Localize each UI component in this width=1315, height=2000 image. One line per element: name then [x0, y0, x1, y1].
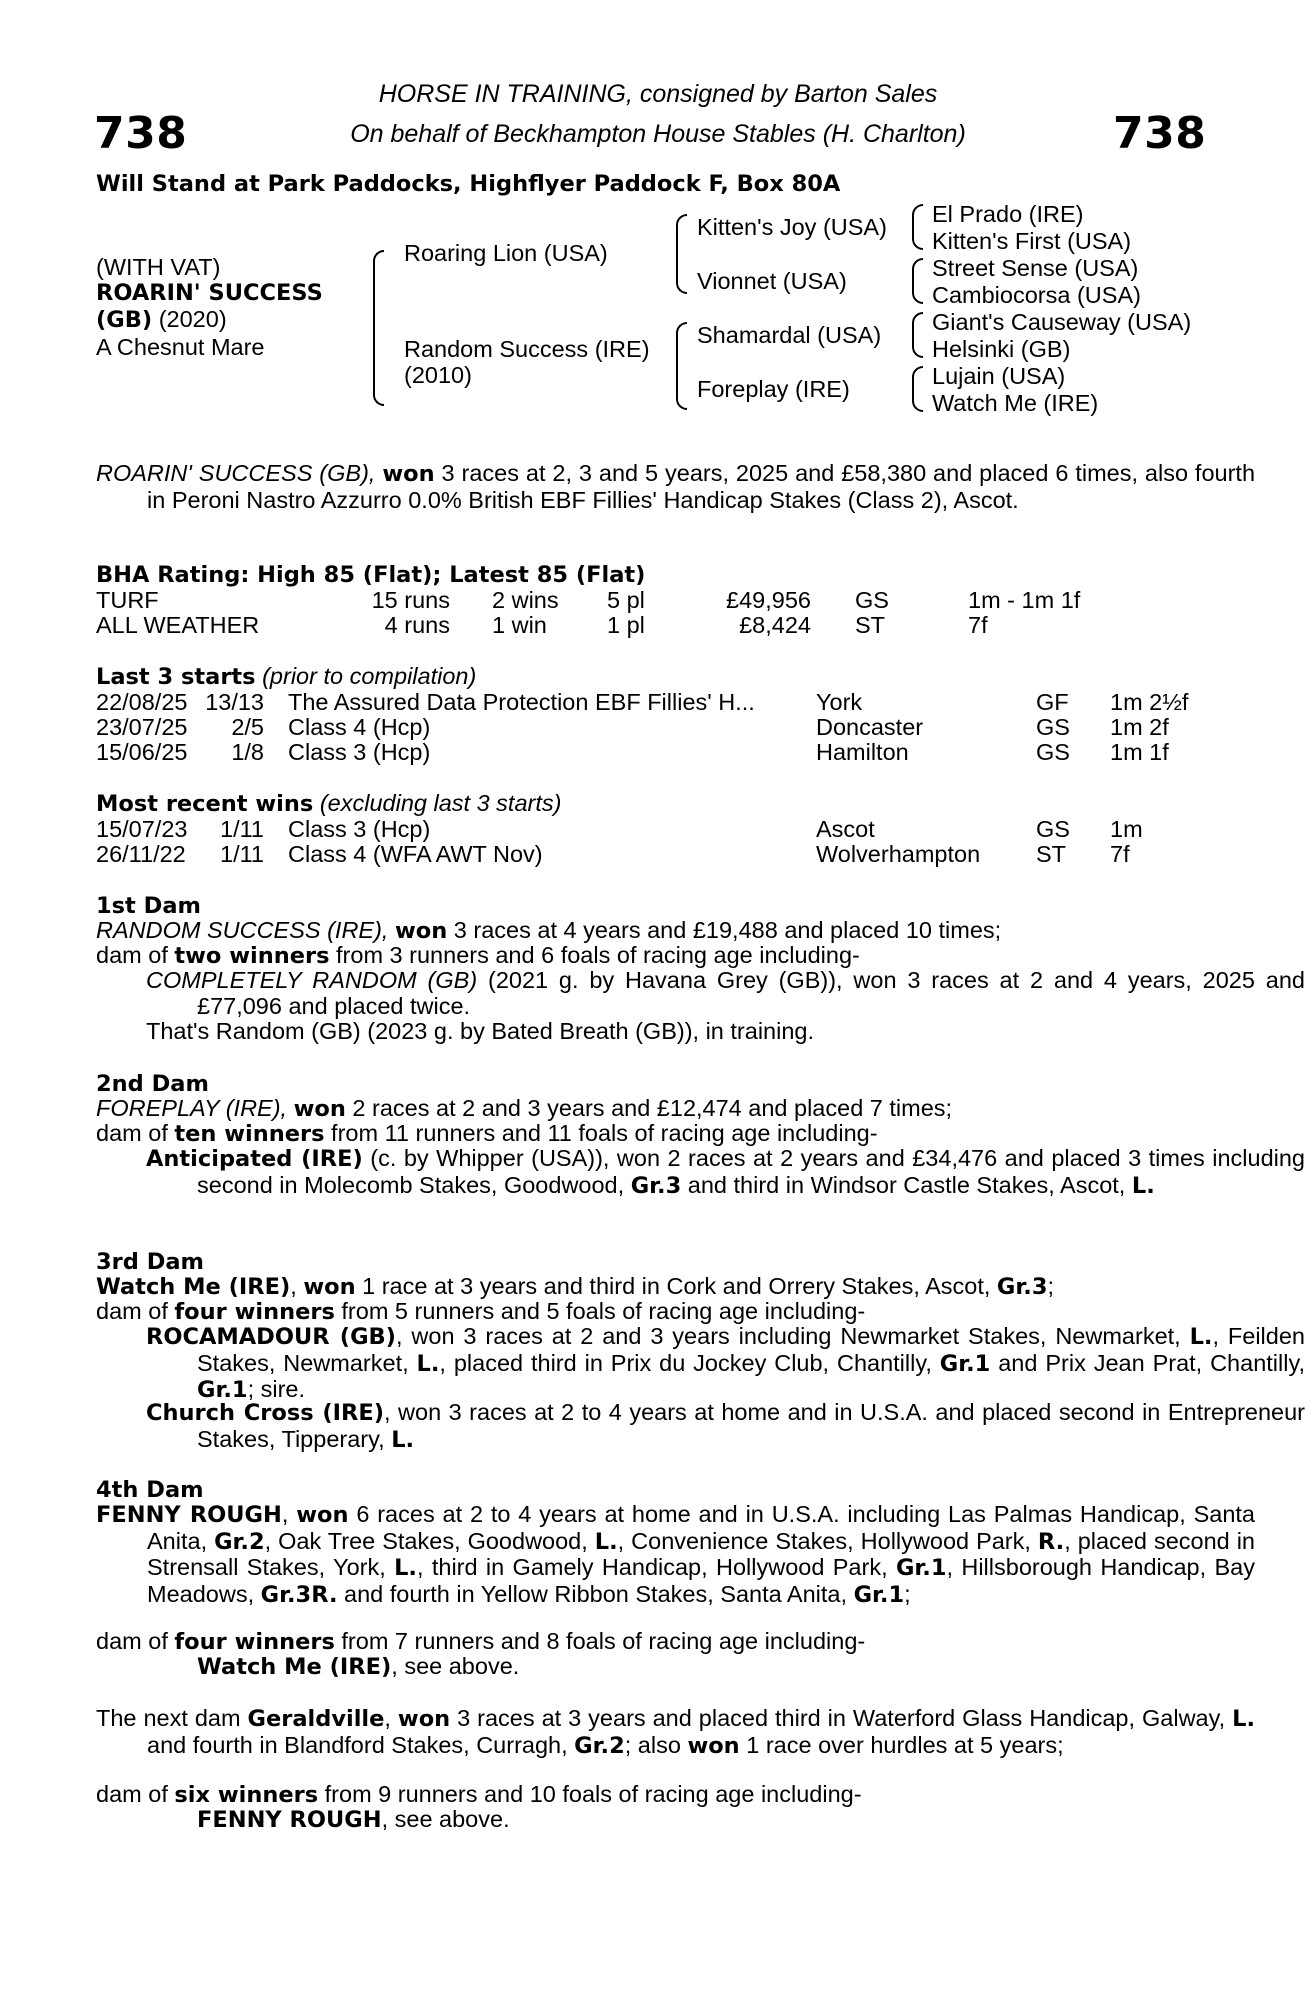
- pedigree-dd: Foreplay (IRE): [697, 376, 850, 402]
- pedigree-brace-ds: [912, 312, 923, 358]
- horse-description: A Chesnut Mare: [96, 334, 265, 360]
- first-dam-progeny-1: COMPLETELY RANDOM (GB) (2021 g. by Havana Grey (GB)), won 3 races at 2 and 4 years, 2025 and £77,096 and placed twice.: [146, 967, 1305, 1019]
- fourth-dam-produce: dam of four winners from 7 runners and 8 foals of racing age including-: [96, 1628, 866, 1655]
- third-dam-progeny-2: Church Cross (IRE), won 3 races at 2 to 4 years at home and in U.S.A. and placed second in Entrepreneur Stakes, Tipperary, L.: [146, 1399, 1306, 1453]
- pedigree-sds: Street Sense (USA): [932, 255, 1139, 281]
- on-behalf-line: On behalf of Beckhampton House Stables (H. Charlton): [350, 120, 966, 148]
- lot-number-right: 738: [1113, 108, 1207, 159]
- pedigree-dds: Lujain (USA): [932, 363, 1066, 389]
- pedigree-sd: Vionnet (USA): [697, 268, 847, 294]
- second-dam-heading: 2nd Dam: [96, 1071, 209, 1097]
- third-dam-heading: 3rd Dam: [96, 1249, 204, 1275]
- pedigree-dss: Giant's Causeway (USA): [932, 309, 1192, 335]
- first-dam-produce: dam of two winners from 3 runners and 6 foals of racing age including-: [96, 942, 860, 969]
- pedigree-sdd: Cambiocorsa (USA): [932, 282, 1141, 308]
- pedigree-sss: El Prado (IRE): [932, 201, 1084, 227]
- race-summary: ROARIN' SUCCESS (GB), won 3 races at 2, 3 and 5 years, 2025 and £58,380 and placed 6 times, also fourth in Peroni Nastro Azzurro 0.0% British EBF Fillies' Handicap Stakes (Class 2), Ascot.: [96, 460, 1256, 513]
- bha-rating-title: BHA Rating: High 85 (Flat); Latest 85 (Flat): [96, 562, 646, 588]
- lot-number-left: 738: [94, 108, 188, 159]
- second-dam-produce: dam of ten winners from 11 runners and 11 foals of racing age including-: [96, 1120, 878, 1147]
- pedigree-ss: Kitten's Joy (USA): [697, 214, 887, 240]
- second-dam-record: FOREPLAY (IRE), won 2 races at 2 and 3 years and £12,474 and placed 7 times;: [96, 1095, 953, 1122]
- pedigree-ssd: Kitten's First (USA): [932, 228, 1132, 254]
- stand-location: Will Stand at Park Paddocks, Highflyer Paddock F, Box 80A: [96, 171, 841, 197]
- last-3-starts-heading: Last 3 starts (prior to compilation): [96, 663, 477, 690]
- pedigree-ds: Shamardal (USA): [697, 322, 882, 348]
- fourth-dam-record: FENNY ROUGH, won 6 races at 2 to 4 years at home and in U.S.A. including Las Palmas Handicap, Santa Anita, Gr.2, Oak Tree Stakes, Goodwood, L., Convenience Stakes, Hollywood Park, R., placed second in Strensall Stakes, York, L., third in Gamely Handicap, Hollywood Park, Gr.1, Hillsborough Handicap, Bay Meadows, Gr.3R. and fourth in Yellow Ribbon Stakes, Santa Anita, Gr.1;: [96, 1501, 1255, 1608]
- pedigree-dam: Random Success (IRE): [404, 336, 650, 362]
- second-dam-progeny-1: Anticipated (IRE) (c. by Whipper (USA)), won 2 races at 2 years and £34,476 and placed 3 times including second in Molecomb Stakes, Goodwood, Gr.3 and third in Windsor Castle Stakes, Ascot, L.: [146, 1145, 1305, 1199]
- fourth-dam-progeny-1: Watch Me (IRE), see above.: [197, 1653, 520, 1680]
- pedigree-brace-sd: [912, 258, 923, 304]
- first-dam-record: RANDOM SUCCESS (IRE), won 3 races at 4 years and £19,488 and placed 10 times;: [96, 917, 1002, 944]
- pedigree-dam-year: (2010): [404, 362, 472, 388]
- horse-name: ROARIN' SUCCESS: [96, 280, 323, 306]
- next-dam-produce: dam of six winners from 9 runners and 10 foals of racing age including-: [96, 1781, 862, 1808]
- consignment-line: HORSE IN TRAINING, consigned by Barton Sales: [378, 80, 938, 108]
- third-dam-produce: dam of four winners from 5 runners and 5 foals of racing age including-: [96, 1298, 866, 1325]
- third-dam-progeny-1: ROCAMADOUR (GB), won 3 races at 2 and 3 years including Newmarket Stakes, Newmarket, L., Feilden Stakes, Newmarket, L., placed third in Prix du Jockey Club, Chantilly, Gr.1 and Prix Jean Prat, Chantilly, Gr.1; sire.: [146, 1323, 1305, 1403]
- pedigree-brace-sire: [676, 214, 687, 294]
- next-dam-progeny-1: FENNY ROUGH, see above.: [197, 1806, 510, 1833]
- pedigree-dsd: Helsinki (GB): [932, 336, 1071, 362]
- pedigree-brace-dam: [676, 322, 687, 410]
- catalogue-page: 738 738 HORSE IN TRAINING, consigned by Barton Sales On behalf of Beckhampton House Stables (H. Charlton) Will Stand at Park Paddocks, Highflyer Paddock F, Box 80A (WITH VAT) ROARIN' SUCCESS (GB) (2020) A Chesnut Mare Roaring Lion (USA) Random Success (IRE) (2010) Kitten's Joy (USA) Vionnet (USA) Shamardal (USA) Foreplay (IRE) El Prado (IRE) Kitten's First (USA) Street Sense (USA) Cambiocorsa (USA) Giant's Causeway (USA) Helsinki (GB) Lujain (USA) Watch Me (IRE) ROARIN' SUCCESS (GB), won 3 races at 2, 3 and 5 years, 2025 and £58,380 and placed 6 times, also fourth in Peroni Nastro Azzurro 0.0% British EBF Fillies' Handicap Stakes (Class 2), Ascot. BHA Rating: High 85 (Flat); Latest 85 (Flat) TURF 15 runs 2 wins 5 pl £49,956 GS 1m - 1m 1f ALL WEATHER 4 runs 1 win 1 pl £8,424 ST 7f Last 3 starts (prior to compilation) 22/08/25 13/13 The Assured Data Protection EBF Fillies' H... York GF 1m 2½f 23/07/25 2/5 Class 4 (Hcp) Doncaster GS 1m 2f 15/06/25 1/8 Class 3 (Hcp) Hamilton GS 1m 1f Most recent wins (excluding last 3 starts) 15/07/23 1/11 Class 3 (Hcp) Ascot GS 1m 26/11/22 1/11 Class 4 (WFA AWT Nov) Wolverhampton ST 7f 1st Dam RANDOM SUCCESS (IRE), won 3 races at 4 years and £19,488 and placed 10 times; dam of two winners from 3 runners and 6 foals of racing age including- COMPLETELY RANDOM (GB) (2021 g. by Havana Grey (GB)), won 3 races at 2 and 4 years, 2025 and £77,096 and placed twice. That's Random (GB) (2023 g. by Bated Breath (GB)), in training. 2nd Dam FOREPLAY (IRE), won 2 races at 2 and 3 years and £12,474 and placed 7 times; dam of ten winners from 11 runners and 11 foals of racing age including- Anticipated (IRE) (c. by Whipper (USA)), won 2 races at 2 years and £34,476 and placed 3 times including second in Molecomb Stakes, Goodwood, Gr.3 and third in Windsor Castle Stakes, Ascot, L. 3rd Dam Watch Me (IRE), won 1 race at 3 years and third in Cork and Orrery Stakes, Ascot, Gr.3; dam of four winners from 5 runners and 5 foals of racing age including- ROCAMADOUR (GB), won 3 races at 2 and 3 years including Newmarket Stakes, Newmarket, L., Feilden Stakes, Newmarket, L., placed third in Prix du Jockey Club, Chantilly, Gr.1 and Prix Jean Prat, Chantilly, Gr.1; sire. Church Cross (IRE), won 3 races at 2 to 4 years at home and in U.S.A. and placed second in Entrepreneur Stakes, Tipperary, L. 4th Dam FENNY ROUGH, won 6 races at 2 to 4 years at home and in U.S.A. including Las Palmas Handicap, Santa Anita, Gr.2, Oak Tree Stakes, Goodwood, L., Convenience Stakes, Hollywood Park, R., placed second in Strensall Stakes, York, L., third in Gamely Handicap, Hollywood Park, Gr.1, Hillsborough Handicap, Bay Meadows, Gr.3R. and fourth in Yellow Ribbon Stakes, Santa Anita, Gr.1; dam of four winners from 7 runners and 8 foals of racing age including- Watch Me (IRE), see above. The next dam Geraldville, won 3 races at 3 years and placed third in Waterford Glass Handicap, Galway, L. and fourth in Blandford Stakes, Curragh, Gr.2; also won 1 race over hurdles at 5 years; dam of six winners from 9 runners and 10 foals of racing age including- FENNY ROUGH, see above.: [94, 80, 1306, 1833]
- recent-wins-heading: Most recent wins (excluding last 3 starts): [96, 790, 562, 817]
- pedigree-brace-dd: [912, 366, 923, 412]
- third-dam-record: Watch Me (IRE), won 1 race at 3 years and third in Cork and Orrery Stakes, Ascot, Gr.3;: [96, 1273, 1055, 1300]
- pedigree-sire: Roaring Lion (USA): [404, 240, 608, 266]
- pedigree-ddd: Watch Me (IRE): [932, 390, 1099, 416]
- pedigree-brace-ss: [912, 204, 923, 250]
- next-dam-record: The next dam Geraldville, won 3 races at 3 years and placed third in Waterford Glass Handicap, Galway, L. and fourth in Blandford Stakes, Curragh, Gr.2; also won 1 race over hurdles at 5 years;: [96, 1705, 1255, 1759]
- vat-note: (WITH VAT): [96, 254, 221, 280]
- first-dam-heading: 1st Dam: [96, 893, 201, 919]
- horse-origin-year: (GB) (2020): [96, 306, 227, 333]
- fourth-dam-heading: 4th Dam: [96, 1477, 204, 1503]
- first-dam-progeny-2: That's Random (GB) (2023 g. by Bated Breath (GB)), in training.: [146, 1018, 815, 1044]
- pedigree-brace-main: [373, 250, 384, 406]
